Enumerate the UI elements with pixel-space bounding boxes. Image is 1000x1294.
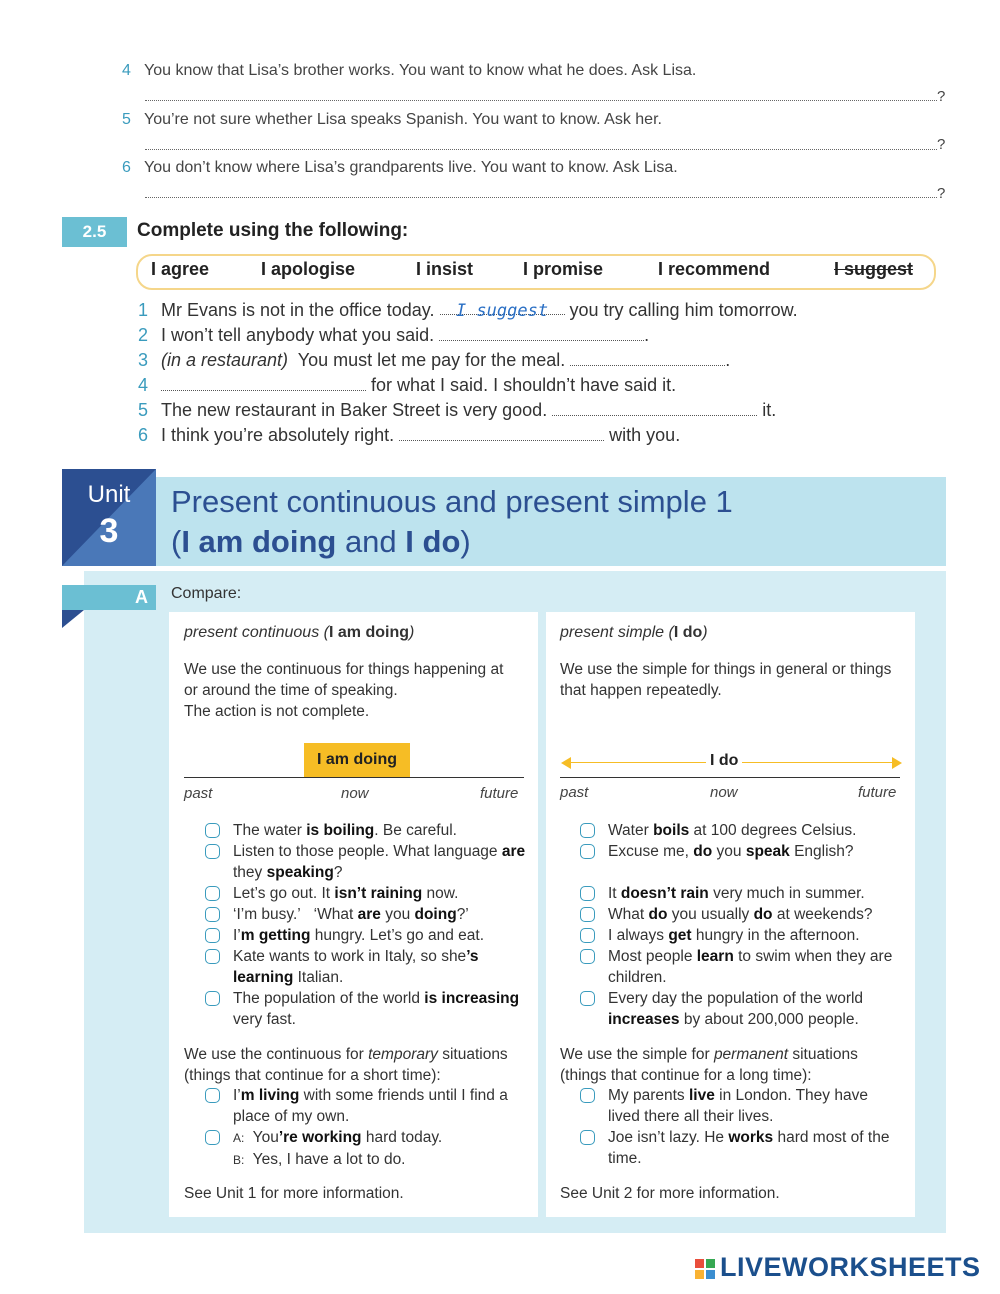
unit-subtitle: (I am doing and I do) [171,524,471,559]
see-unit-1[interactable]: See Unit 1 for more information. [184,1185,404,1202]
temporary-situations-text: We use the continuous for temporary situations (things that continue for a short time): [184,1046,508,1084]
answer-input-3[interactable] [570,351,725,366]
example-right-1: Water boils at 100 degrees Celsius. [608,822,857,839]
question-mark: ? [937,88,946,105]
exercise-number: 2.5 [62,217,127,247]
checkbox[interactable] [205,823,220,838]
example-left-1: The water is boiling. Be careful. [233,822,457,839]
left-now-label: now [341,785,369,802]
arrow-right-icon [892,757,902,769]
example-right-3: It doesn’t rain very much in summer. [608,885,865,902]
answer-line-6[interactable] [145,197,937,198]
answer-input-5[interactable] [552,401,757,416]
right-past-label: past [560,784,589,801]
checkbox[interactable] [205,844,220,859]
example-left-5: I’m getting hungry. Let’s go and eat. [233,927,484,944]
example-right-9: Joe isn’t lazy. He works hard most of the time. [608,1129,890,1167]
checkbox[interactable] [580,844,595,859]
compare-label: Compare: [171,585,242,602]
item-6: 6 I think you’re absolutely right. with you. [138,425,681,445]
answer-input-4[interactable] [161,376,366,391]
exercise-title: Complete using the following: [137,220,409,241]
answer-line-5[interactable] [145,149,937,150]
answer-input-1[interactable]: I suggest [440,300,565,315]
left-panel-heading: present continuous (I am doing) [184,624,415,641]
word-recommend: I recommend [658,259,771,279]
right-future-label: future [858,784,897,801]
answer-input-2[interactable] [439,326,644,341]
item-4: 4 for what I said. I shouldn’t have said it. [138,375,677,395]
example-left-6: Kate wants to work in Italy, so she’s learning Italian. [233,948,479,986]
checkbox[interactable] [580,1130,595,1145]
example-right-7: Every day the population of the world increases by about 200,000 people. [608,990,864,1028]
checkbox[interactable] [580,928,595,943]
right-timeline [560,777,900,778]
checkbox[interactable] [580,949,595,964]
checkbox[interactable] [205,991,220,1006]
item-5: 5 The new restaurant in Baker Street is very good. it. [138,400,777,420]
answer-input-6[interactable] [399,426,604,441]
liveworksheets-logo[interactable]: LIVEWORKSHEETS [720,1252,981,1282]
checkbox[interactable] [205,1130,220,1145]
example-left-8: I’m living with some friends until I find a place of my own. [233,1087,508,1125]
checkbox[interactable] [205,928,220,943]
question-5: 5 You’re not sure whether Lisa speaks Spanish. You want to know. Ask her. [122,111,662,128]
right-now-label: now [710,784,738,801]
left-past-label: past [184,785,213,802]
left-panel-description: We use the continuous for things happening at or around the time of speaking. The action is not complete. [184,661,504,720]
word-agree: I agree [151,259,210,279]
unit-label: Unit [87,481,131,508]
example-right-4: What do you usually do at weekends? [608,906,873,923]
see-unit-2[interactable]: See Unit 2 for more information. [560,1185,780,1202]
checkbox[interactable] [205,1088,220,1103]
permanent-situations-text: We use the simple for permanent situations (things that continue for a long time): [560,1046,858,1084]
answer-line-4[interactable] [145,100,937,101]
example-left-9: A: You’re working hard today. B: Yes, I have a lot to do. [233,1129,443,1168]
example-right-8: My parents live in London. They have lived there all their lives. [608,1087,868,1125]
unit-number: 3 [99,512,119,550]
checkbox[interactable] [205,949,220,964]
arrow-left-icon [561,757,571,769]
unit-title: Present continuous and present simple 1 [171,484,733,519]
item-3: 3 (in a restaurant) You must let me pay for the meal. . [138,350,731,370]
section-letter: A [135,587,148,607]
example-right-2: Excuse me, do you speak English? [608,843,854,860]
question-mark: ? [937,136,946,153]
liveworksheets-logo-icon [695,1259,715,1279]
item-1: 1 Mr Evans is not in the office today. I suggest you try calling him tomorrow. [138,300,798,321]
word-insist: I insist [416,259,474,279]
example-left-4: ‘I’m busy.’ ‘What are you doing?’ [233,906,469,923]
checkbox[interactable] [580,886,595,901]
example-left-3: Let’s go out. It isn’t raining now. [233,885,459,902]
word-promise: I promise [523,259,604,279]
example-right-6: Most people learn to swim when they are children. [608,948,893,986]
section-tab-corner [62,610,84,628]
right-panel-description: We use the simple for things in general or things that happen repeatedly. [560,661,892,699]
i-do-label: I do [706,752,742,770]
checkbox[interactable] [580,1088,595,1103]
i-am-doing-box: I am doing [304,743,410,777]
question-mark: ? [937,185,946,202]
checkbox[interactable] [580,907,595,922]
item-2: 2 I won’t tell anybody what you said. . [138,325,650,345]
checkbox[interactable] [205,886,220,901]
word-suggest: I suggest [834,259,914,279]
checkbox[interactable] [580,991,595,1006]
example-right-5: I always get hungry in the afternoon. [608,927,860,944]
question-4: 4 You know that Lisa’s brother works. You want to know what he does. Ask Lisa. [122,62,697,79]
word-apologise: I apologise [261,259,356,279]
checkbox[interactable] [205,907,220,922]
example-left-2: Listen to those people. What language are they speaking? [233,843,526,881]
right-panel-heading: present simple (I do) [560,624,708,641]
left-timeline [184,777,524,778]
checkbox[interactable] [580,823,595,838]
example-left-7: The population of the world is increasing very fast. [233,990,520,1028]
left-future-label: future [480,785,519,802]
question-6: 6 You don’t know where Lisa’s grandparents live. You want to know. Ask Lisa. [122,159,678,176]
